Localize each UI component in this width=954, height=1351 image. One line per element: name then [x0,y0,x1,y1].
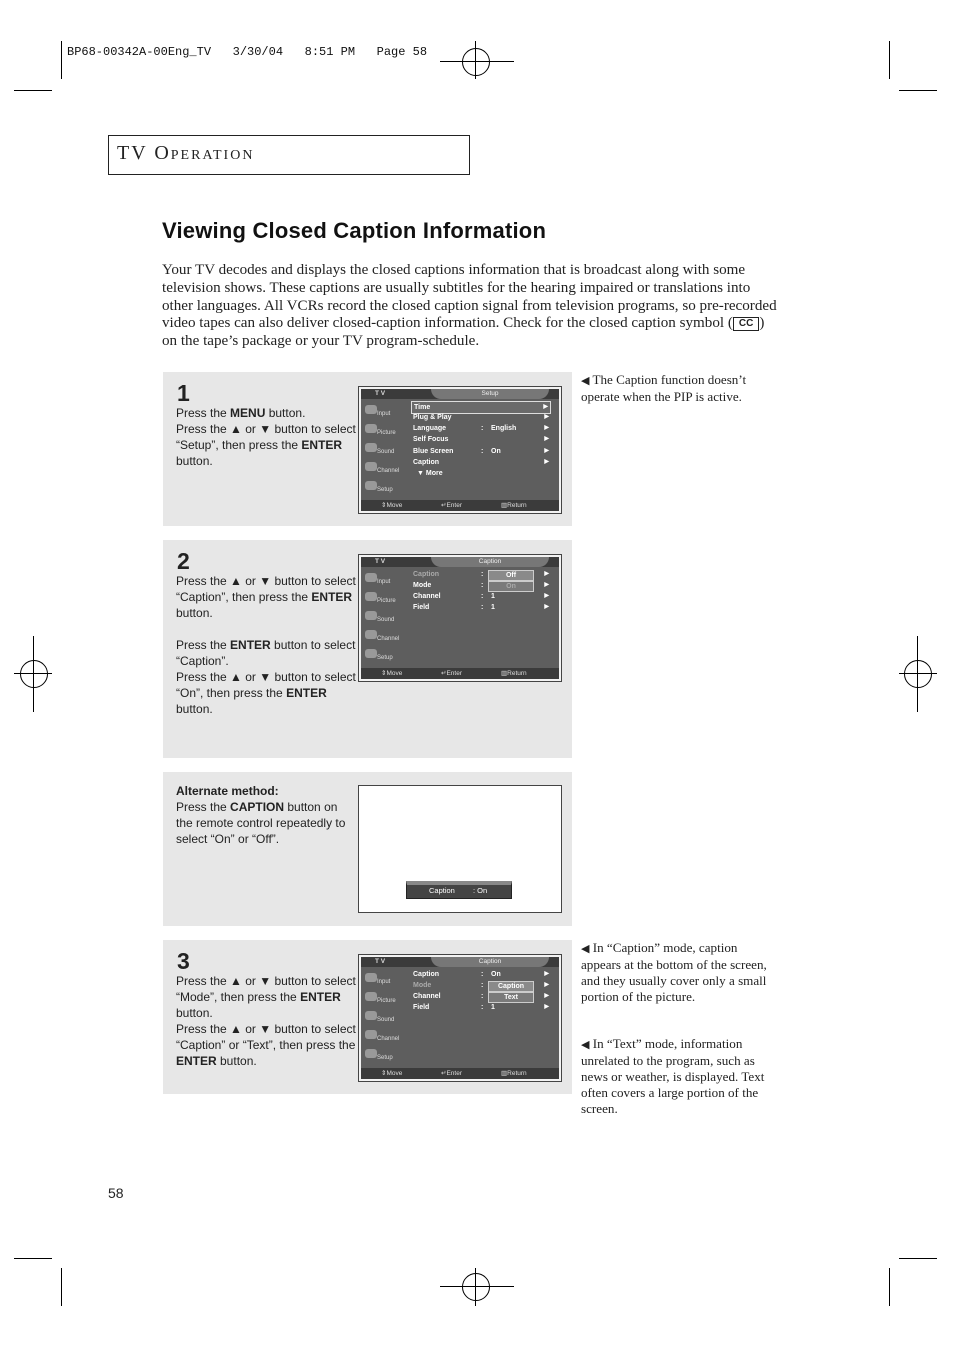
osd-screen-caption: T V Caption Input Picture Sound Channel Setup Caption : Off ▶ Mode : On ▶ Channel : 1 ▶ Field : 1 ▶ ⇕ Move ↵ Enter ▥ Return [358,554,562,682]
crop-mark [899,1258,937,1259]
osd-sidebar [361,569,403,667]
step-number: 3 [177,948,190,974]
crop-mark [61,41,62,79]
osd-row: Blue Screen : On ▶ [413,448,549,455]
intro-text-end: ) on the tape’s package or your TV program-schedule. [162,315,765,350]
osd-title: Caption [431,557,549,567]
osd-row: Channel : 1 ▶ [413,593,549,600]
osd-row: Field : 1 ▶ [413,1004,549,1011]
registration-line [899,673,937,674]
alternate-method-panel [163,772,572,926]
osd-setup-icon: Setup [363,1047,403,1065]
osd-picture-icon: Picture [363,590,403,608]
osd-channel-icon: Channel [363,460,403,478]
osd-row: Self Focus ▶ [413,436,549,443]
crop-mark [14,90,52,91]
step-instructions: Press the MENU button. Press the ▲ or ▼ button to select “Setup”, then press the ENTER button. [176,406,356,468]
osd-sound-icon: Sound [363,609,403,627]
note-text-mode: ◀ In “Text” mode, information unrelated to the program, such as news or weather, is displayed. Text often covers a large portion of the screen. [581,1036,765,1116]
osd-title: Setup [431,389,549,399]
section-header [117,142,254,165]
intro-text: Your TV decodes and displays the closed captions information that is broadcast along with some television shows. These captions are usually subtitles for the hearing impaired or translations into other languages. All VCRs record the closed caption signal from television programs, so pre-recorded video tapes can also deliver closed-caption information. Check for the closed caption symbol ( [162,262,777,332]
osd-setup-icon: Setup [363,479,403,497]
header-rest: PERATION [170,148,255,163]
osd-row: Caption ▶ [413,459,549,466]
osd-sound-icon: Sound [363,1009,403,1027]
registration-line [440,61,514,62]
osd-setup-icon: Setup [363,647,403,665]
osd-row: Caption : On ▶ [413,971,549,978]
step-instructions: Press the ▲ or ▼ button to select “Caption”, then press the ENTER button. Press the ENTER button to select “Caption”. Press the ▲ or ▼ button to select “On”, then press the ENTER button. [176,574,356,716]
osd-footer: ⇕ Move ↵ Enter ▥ Return [361,1068,559,1079]
osd-channel-icon: Channel [363,1028,403,1046]
osd-row: Time ▶ [411,401,551,414]
crop-mark [14,1258,52,1259]
osd-row: Plug & Play ▶ [413,414,549,421]
print-slug: BP68-00342A-00Eng_TV 3/30/04 8:51 PM Page 58 [67,45,428,59]
page-title: Viewing Closed Caption Information [162,218,547,243]
osd-footer: ⇕ Move ↵ Enter ▥ Return [361,668,559,679]
registration-line [475,1268,476,1306]
note-pip: ◀ The Caption function doesn’t operate when the PIP is active. [581,372,747,404]
osd-row: ▼ More [417,470,443,477]
osd-channel-icon: Channel [363,628,403,646]
header-tv: TV [117,142,155,164]
alternate-instructions: Alternate method: Press the CAPTION button on the remote control repeatedly to select “On” or “Off”. [176,784,346,846]
registration-line [440,1286,514,1287]
registration-line [917,636,918,712]
note-arrow-icon: ◀ [581,942,590,955]
note-arrow-icon: ◀ [581,374,590,387]
osd-row: Field : 1 ▶ [413,604,549,611]
step-instructions: Press the ▲ or ▼ button to select “Mode”, then press the ENTER button. Press the ▲ or ▼ button to select “Caption” or “Text”, then press the ENTER button. [176,974,356,1068]
registration-mark [462,1273,490,1301]
osd-row: Caption : Off ▶ [413,571,549,579]
osd-picture-icon: Picture [363,990,403,1008]
step-3-panel [163,940,572,1094]
registration-mark [462,48,490,76]
crop-mark [61,1268,62,1306]
crop-mark [889,41,890,79]
step-1-panel [163,372,572,526]
osd-row: Channel : Text ▶ [413,993,549,1001]
osd-screen-setup: T V Setup Input Picture Sound Channel Setup Time ▶ Plug & Play ▶ Language : English ▶ Self Focus ▶ Blue Screen : On ▶ Caption ▶ ▼ More ⇕ Move ↵ Enter ▥ Return [358,386,562,514]
osd-input-icon: Input [363,971,403,989]
osd-sound-icon: Sound [363,441,403,459]
osd-title: Caption [431,957,549,967]
registration-mark [904,660,932,688]
caption-banner: Caption : On [406,881,512,899]
page-number: 58 [108,1185,124,1201]
osd-row: Mode : On ▶ [413,582,549,590]
osd-screen-caption-mode: T V Caption Input Picture Sound Channel Setup Caption : On ▶ Mode : Caption ▶ Channel : Text ▶ Field : 1 ▶ ⇕ Move ↵ Enter ▥ Return [358,954,562,1082]
registration-line [475,41,476,79]
note-arrow-icon: ◀ [581,1038,590,1051]
osd-sidebar [361,969,403,1067]
osd-input-icon: Input [363,403,403,421]
osd-input-icon: Input [363,571,403,589]
osd-sidebar [361,401,403,499]
osd-row: Language : English ▶ [413,425,549,432]
intro-paragraph [162,262,782,351]
registration-line [33,636,34,712]
step-number: 2 [177,548,190,574]
osd-picture-icon: Picture [363,422,403,440]
step-number: 1 [177,380,190,406]
header-initial: O [154,142,171,164]
osd-screen-blank [358,785,562,913]
registration-mark [20,660,48,688]
osd-row: Mode : Caption ▶ [413,982,549,990]
cc-symbol: CC [733,317,759,331]
note-caption-mode: ◀ In “Caption” mode, caption appears at the bottom of the screen, and they usually cover only a small portion of the picture. [581,940,767,1004]
step-2-panel [163,540,572,758]
crop-mark [899,90,937,91]
crop-mark [889,1268,890,1306]
osd-footer: ⇕ Move ↵ Enter ▥ Return [361,500,559,511]
